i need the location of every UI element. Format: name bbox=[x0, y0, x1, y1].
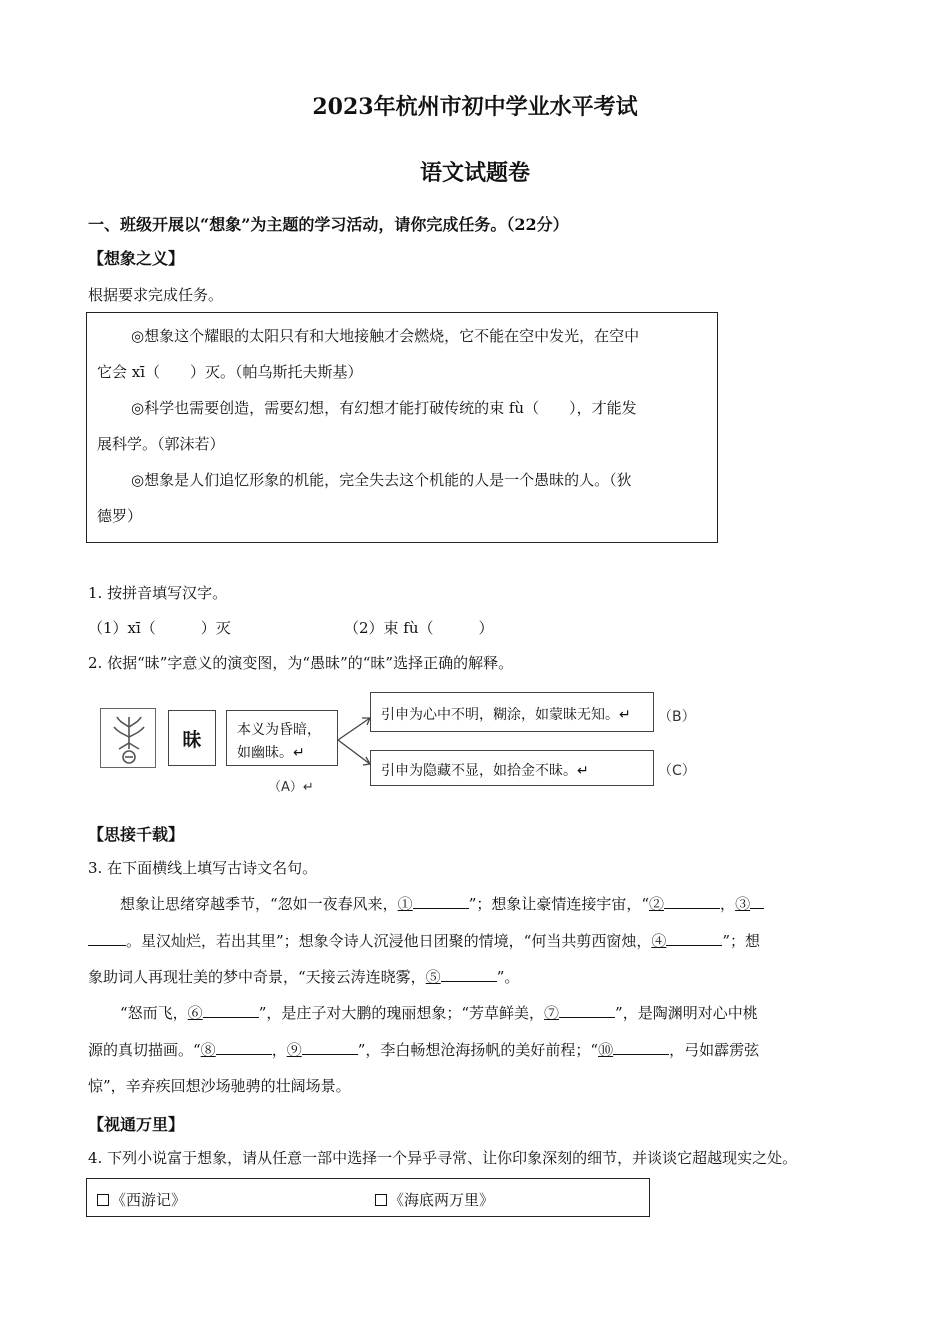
q3-para2-line2: 源的真切描画。“⑧ ，⑨ ”，李白畅想沧海扬帆的美好前程；“⑩ ，弓如霹雳弦 bbox=[88, 1041, 760, 1059]
option-xiyouji[interactable]: 《西游记》 bbox=[97, 1189, 186, 1210]
checkbox-icon[interactable] bbox=[375, 1194, 387, 1206]
label-b: （B） bbox=[658, 709, 696, 725]
blank-5-number: ⑤ bbox=[425, 968, 441, 986]
quote-1-line-1: ◎想象这个耀眼的太阳只有和大地接触才会燃烧，它不能在空中发光，在空中 bbox=[131, 327, 640, 345]
blank-3b[interactable] bbox=[88, 932, 126, 946]
blank-9[interactable] bbox=[302, 1041, 358, 1055]
quote-2-line-2: 展科学。（郭沫若） bbox=[97, 435, 225, 453]
blank-4-number: ④ bbox=[651, 932, 667, 950]
q1-stem: 1. 按拼音填写汉字。 bbox=[88, 584, 228, 602]
quote-2-line-1: ◎科学也需要创造，需要幻想，有幻想才能打破传统的束 fù（ ），才能发 bbox=[131, 399, 637, 417]
quote-3-line-1: ◎想象是人们追忆形象的机能，完全失去这个机能的人是一个愚昧的人。（狄 bbox=[131, 471, 632, 489]
part-title-poetry: 【思接千载】 bbox=[88, 825, 185, 844]
blank-2[interactable] bbox=[664, 895, 720, 909]
q3-para1-line3: 象助词人再现壮美的梦中奇景，“天接云涛连晓雾，⑤ ”。 bbox=[88, 968, 520, 986]
instruction-text: 根据要求完成任务。 bbox=[88, 286, 224, 304]
pictograph-box bbox=[100, 708, 156, 768]
meaning-a-line-2: 如幽昧。↵ bbox=[237, 745, 305, 761]
part-title-imagination-meaning: 【想象之义】 bbox=[88, 249, 185, 268]
exam-title: 2023年杭州市初中学业水平考试 bbox=[312, 94, 638, 120]
blank-7[interactable] bbox=[559, 1004, 615, 1018]
mei-char-box bbox=[168, 710, 216, 766]
blank-6[interactable] bbox=[203, 1004, 259, 1018]
q1-part-a: （1）xī（ ）灭 bbox=[88, 619, 231, 637]
blank-7-number: ⑦ bbox=[544, 1004, 560, 1022]
quote-box bbox=[86, 312, 718, 543]
q3-para1-line2: 。星汉灿烂，若出其里”；想象令诗人沉浸他日团聚的情境，“何当共剪西窗烛，④ ”；想 bbox=[88, 930, 760, 951]
q3-stem: 3. 在下面横线上填写古诗文名句。 bbox=[88, 859, 318, 877]
q2-stem: 2. 依据“昧”字意义的演变图，为“愚昧”的“昧”选择正确的解释。 bbox=[88, 654, 514, 672]
blank-3a[interactable] bbox=[750, 895, 764, 909]
blank-1-number: ① bbox=[397, 895, 413, 913]
part-title-novels: 【视通万里】 bbox=[88, 1115, 185, 1134]
ancient-char-icon bbox=[101, 709, 157, 769]
blank-4[interactable] bbox=[666, 932, 722, 946]
blank-10-number: ⑩ bbox=[598, 1041, 614, 1059]
blank-5[interactable] bbox=[441, 968, 497, 982]
blank-1[interactable] bbox=[413, 895, 469, 909]
section-heading: 一、班级开展以“想象”为主题的学习活动，请你完成任务。（22分） bbox=[88, 215, 569, 234]
blank-9-number: ⑨ bbox=[286, 1041, 302, 1059]
blank-2-number: ② bbox=[649, 895, 665, 913]
label-c: （C） bbox=[658, 763, 696, 779]
blank-6-number: ⑥ bbox=[187, 1004, 203, 1022]
q3-para2-line1: “怒而飞，⑥ ”，是庄子对大鹏的瑰丽想象；“芳草鲜美，⑦ ”，是陶渊明对心中桃 bbox=[120, 1004, 758, 1022]
meaning-b-text: 引申为心中不明，糊涂，如蒙昧无知。↵ bbox=[381, 707, 631, 723]
blank-8-number: ⑧ bbox=[200, 1041, 216, 1059]
novel-options-box bbox=[86, 1178, 650, 1217]
q1-part-b: （2）束 fù（ ） bbox=[344, 619, 494, 637]
q3-para1-line1: 想象让思绪穿越季节，“忽如一夜春风来，① ”；想象让豪情连接宇宙，“② ，③ bbox=[120, 893, 764, 914]
blank-3-number: ③ bbox=[735, 895, 751, 913]
label-a: （A）↵ bbox=[268, 780, 314, 795]
meaning-box-a bbox=[226, 710, 338, 766]
meaning-box-b bbox=[370, 692, 654, 732]
meaning-box-c bbox=[370, 750, 654, 786]
meaning-c-text: 引申为隐藏不显，如拾金不昧。↵ bbox=[381, 763, 589, 779]
q4-stem: 4. 下列小说富于想象，请从任意一部中选择一个异乎寻常、让你印象深刻的细节，并谈谈它超越现实之处。 bbox=[88, 1149, 798, 1167]
q3-para2-line3: 惊”，辛弃疾回想沙场驰骋的壮阔场景。 bbox=[88, 1077, 351, 1095]
quote-3-line-2: 德罗） bbox=[97, 507, 143, 525]
blank-10[interactable] bbox=[613, 1041, 669, 1055]
mei-char: 昧 bbox=[182, 728, 202, 751]
exam-subtitle: 语文试题卷 bbox=[419, 160, 530, 186]
blank-8[interactable] bbox=[216, 1041, 272, 1055]
option-haidi[interactable]: 《海底两万里》 bbox=[375, 1189, 494, 1210]
checkbox-icon[interactable] bbox=[97, 1194, 109, 1206]
quote-1-line-2: 它会 xī（ ）灭。（帕乌斯托夫斯基） bbox=[97, 363, 363, 381]
meaning-a-line-1: 本义为昏暗， bbox=[237, 722, 321, 738]
